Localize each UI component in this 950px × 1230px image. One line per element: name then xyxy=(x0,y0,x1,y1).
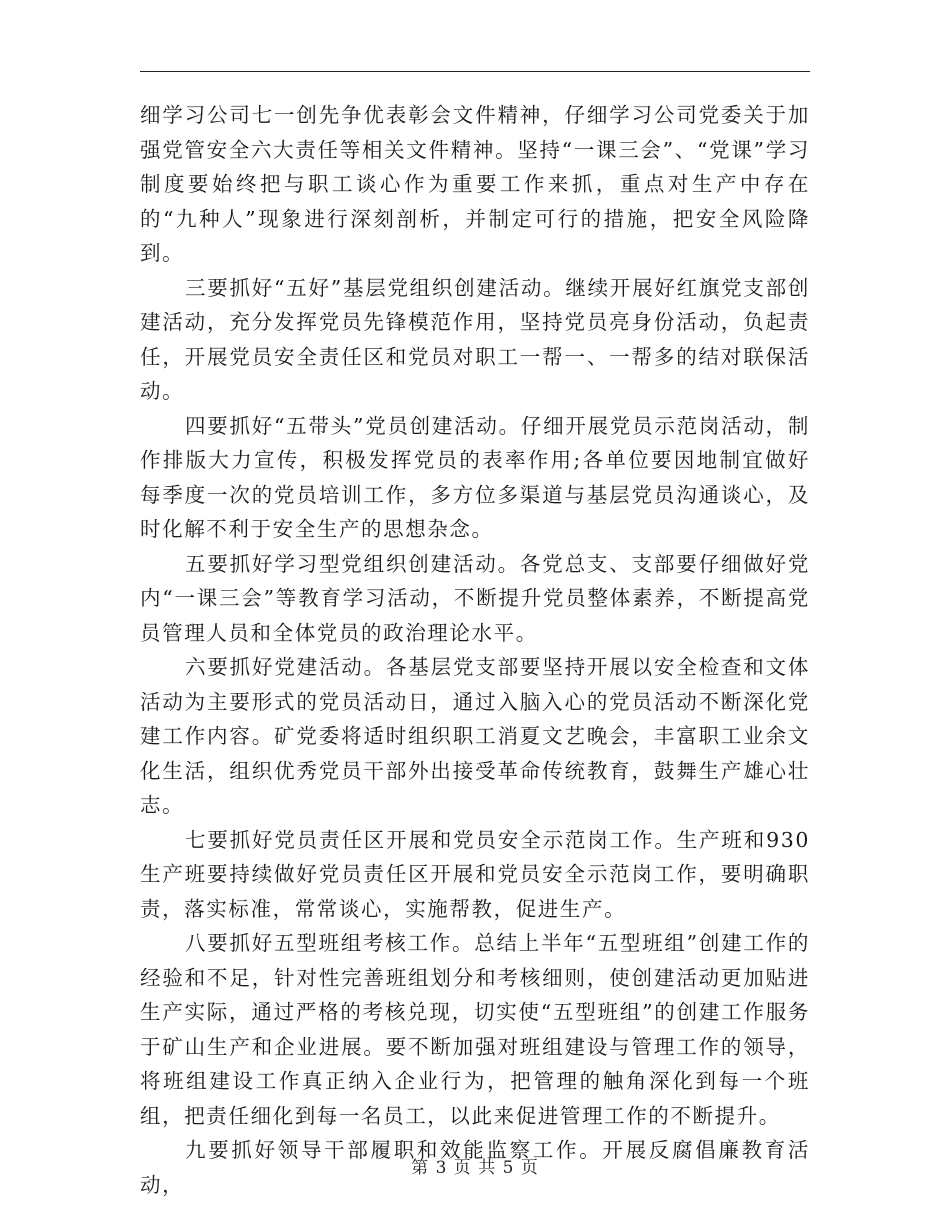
page-number-footer: 第 3 页 共 5 页 xyxy=(411,1158,539,1178)
header-rule xyxy=(140,71,810,72)
paragraph-5: 六要抓好党建活动。各基层党支部要坚持开展以安全检查和文体活动为主要形式的党员活动日，通过入脑入心的党员活动不断深化党建工作内容。矿党委将适时组织职工消夏文艺晚会，丰富职工业余文化生活，组织优秀党员干部外出接受革命传统教育，鼓舞生产雄心壮志。 xyxy=(140,655,810,817)
paragraph-1: 细学习公司七一创先争优表彰会文件精神，仔细学习公司党委关于加强党管安全六大责任等相关文件精神。坚持“一课三会”、“党课”学习制度要始终把与职工谈心作为重要工作来抓，重点对生产中存在的“九种人”现象进行深刻剖析，并制定可行的措施，把安全风险降到。 xyxy=(140,103,810,265)
body-text xyxy=(140,98,810,1202)
paragraph-6: 七要抓好党员责任区开展和党员安全示范岗工作。生产班和930生产班要持续做好党员责任区开展和党员安全示范岗工作，要明确职责，落实标准，常常谈心，实施帮教，促进生产。 xyxy=(140,827,810,921)
paragraph-3: 四要抓好“五带头”党员创建活动。仔细开展党员示范岗活动，制作排版大力宣传，积极发挥党员的表率作用;各单位要因地制宜做好每季度一次的党员培训工作，多方位多渠道与基层党员沟通谈心，及时化解不利于安全生产的思想杂念。 xyxy=(140,413,810,541)
paragraph-7: 八要抓好五型班组考核工作。总结上半年“五型班组”创建工作的经验和不足，针对性完善班组划分和考核细则，使创建活动更加贴进生产实际，通过严格的考核兑现，切实使“五型班组”的创建工作服务于矿山生产和企业进展。要不断加强对班组建设与管理工作的领导，将班组建设工作真正纳入企业行为，把管理的触角深化到每一个班组，把责任细化到每一名员工，以此来促进管理工作的不断提升。 xyxy=(140,931,810,1128)
paragraph-2: 三要抓好“五好”基层党组织创建活动。继续开展好红旗党支部创建活动，充分发挥党员先锋模范作用，坚持党员亮身份活动，负起责任，开展党员安全责任区和党员对职工一帮一、一帮多的结对联保活动。 xyxy=(140,275,810,403)
paragraph-4: 五要抓好学习型党组织创建活动。各党总支、支部要仔细做好党内“一课三会”等教育学习活动，不断提升党员整体素养，不断提高党员管理人员和全体党员的政治理论水平。 xyxy=(140,551,810,645)
paragraph-8: 九要抓好领导干部履职和效能监察工作。开展反腐倡廉教育活动， xyxy=(140,1138,810,1197)
